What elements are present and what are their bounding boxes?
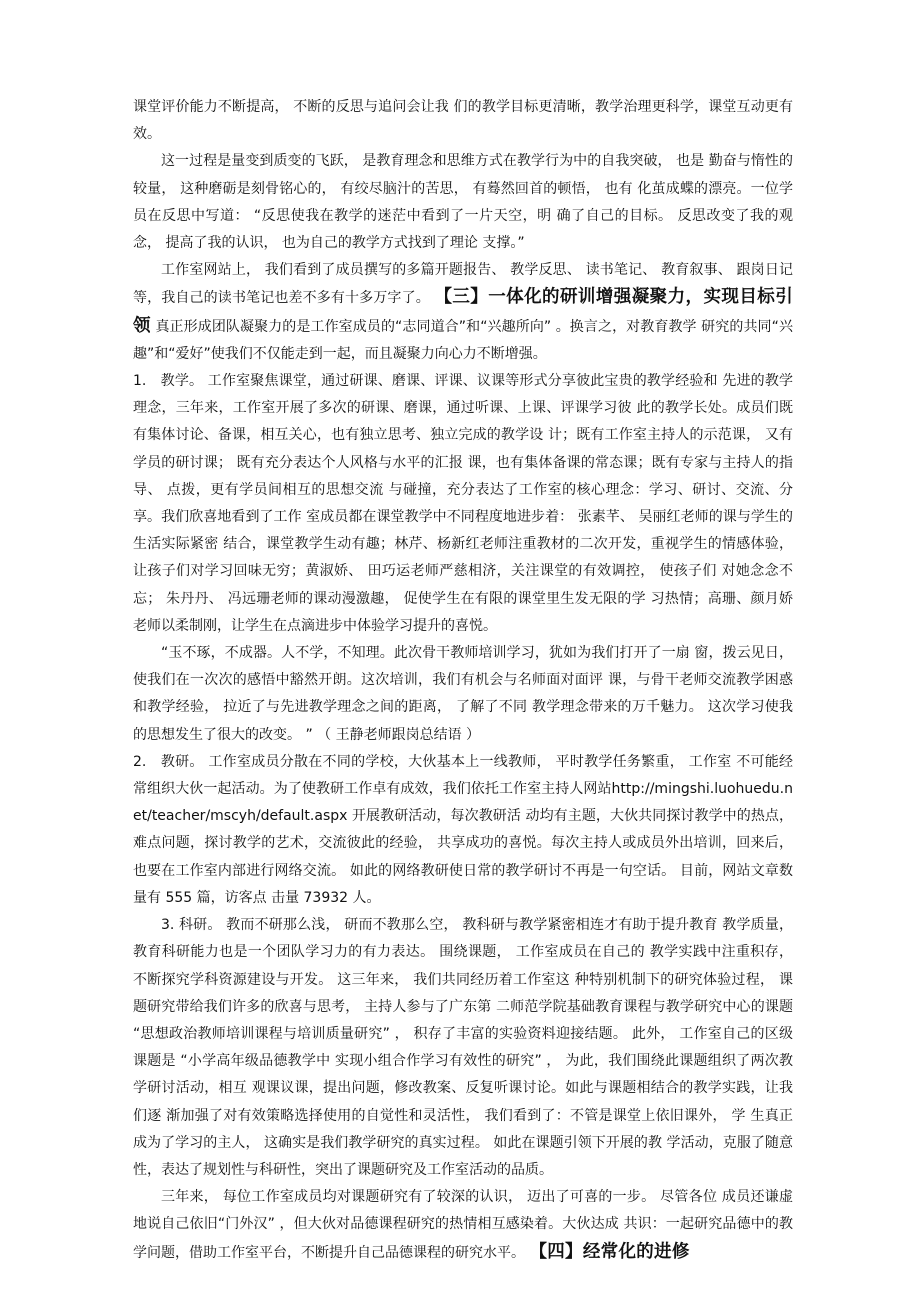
section-heading-3: 【三】一体化的研训增强凝聚力，实现目标引领 — [133, 287, 794, 336]
paragraph-3 — [133, 257, 793, 368]
paragraph-three-years-text: 三年来， 每位工作室成员均对课题研究有了较深的认识， 迈出了可喜的一步。 尽管各位 成员还谦虚地说自己依旧“门外汉” ，但大伙对品德课程研究的热情相互感染着。大伙达成 共识：一起研究品德中的教学问题，借助工作室平台，不断提升自己品德课程的研究水平。 — [133, 1189, 793, 1261]
website-url: http://mingshi.luohuedu.net/teacher/mscyh/default.aspx — [133, 781, 793, 825]
paragraph-three-years — [133, 1184, 793, 1267]
paragraph-3-after-text: 真正形成团队凝聚力的是工作室成员的“志同道合”和“兴趣所向” 。换言之，对教育教学 研究的共同“兴趣”和“爱好”使我们不仅能走到一起，而且凝聚力向心力不断增强。 — [133, 318, 793, 362]
paragraph-science-research: 3. 科研。 教而不研那么浅， 研而不教那么空， 教科研与教学紧密相连才有助于提升教育 教学质量， 教育科研能力也是一个团队学习力的有力表达。 围绕课题， 工作室成员在自己的 教学实践中注重积存， 不断探究学科资源建设与开发。 这三年来， 我们共同经历着工作室这 种特别机制下的研究体验过程， 课题研究带给我们许多的欣喜与思考， 主持人参与了广东第 二师范学院基础教育课程与教学研究中心的课题 “思想政治教师培训课程与培训质量研究” ， 积存了丰富的实验资料迎接结题。 此外， 工作室自己的区级课题是 “小学高年级品德教学中 实现小组合作学习有效性的研究” ， 为此，我们围绕此课题组织了两次教学研讨活动，相互 观课议课，提出问题，修改教案、反复听课讨论。如此与课题相结合的教学实践，让我们逐 渐加强了对有效策略选择使用的自觉性和灵活性， 我们看到了：不管是课堂上依旧课外， 学 生真正成为了学习的主人， 这确实是我们教学研究的真实过程。 如此在课题引领下开展的教 学活动，克服了随意性，表达了规划性与科研性，突出了课题研究及工作室活动的品质。 — [133, 917, 793, 1178]
paragraph-teaching: 1. 教学。 工作室聚焦课堂，通过研课、磨课、评课、议课等形式分享彼此宝贵的教学经验和 先进的教学理念，三年来，工作室开展了多次的研课、磨课，通过听课、上课、评课学习彼 此的教学长处。成员们既有集体讨论、备课，相互关心，也有独立思考、独立完成的教学设 计；既有工作室主持人的示范课， 又有学员的研讨课； 既有充分表达个人风格与水平的汇报 课，也有集体备课的常态课；既有专家与主持人的指导、 点拨，更有学员间相互的思想交流 与碰撞，充分表达了工作室的核心理念：学习、研讨、交流、分享。我们欣喜地看到了工作 室成员都在课堂教学中不同程度地进步着： 张素芊、 吴丽红老师的课与学生的生活实际紧密 结合，课堂教学生动有趣；林芹、杨新红老师注重教材的二次开发，重视学生的情感体验， 让孩子们对学习回味无穷；黄淑娇、 田巧运老师严慈相济，关注课堂的有效调控， 使孩子们 对她念念不忘； 朱丹丹、 冯远珊老师的课动漫激趣， 促使学生在有限的课堂里生发无限的学 习热情；高珊、颜月娇老师以柔制刚，让学生在点滴进步中体验学习提升的喜悦。 — [133, 373, 793, 634]
paragraph-research-text-b: 开展教研活动，每次教研活 动均有主题，大伙共同探讨教学中的热点，难点问题，探讨教学的艺术，交流彼此的经验， 共享成功的喜悦。每次主持人或成员外出培训，回来后，也要在工作室内部进行网络交流。 如此的网络教研使日常的教学研讨不再是一句空话。 目前，网站文章数量有 555 篇，访客点 击量 73932 人。 — [133, 808, 793, 906]
paragraph-3-text: 工作室网站上， 我们看到了成员撰写的多篇开题报告、 教学反思、 读书笔记、 教育叙事、 跟岗日记等，我自己的读书笔记也差不多有十多万字了。 — [133, 262, 793, 307]
section-heading-4: 【四】经常化的进修 — [529, 1241, 690, 1262]
paragraph-quote: “玉不琢，不成器。人不学，不知理。此次骨干教师培训学习，犹如为我们打开了一扇 窗，拨云见日， 使我们在一次次的感悟中豁然开朗。这次培训，我们有机会与名师面对面评 课，与骨干老师交流教学困惑和教学经验， 拉近了与先进教学理念之间的距离， 了解了不同 教学理念带来的万千魅力。 这次学习使我的思想发生了很大的改变。 ” （ 王静老师跟岗总结语 ） — [133, 645, 793, 743]
paragraph-research-text-a: 2. 教研。 工作室成员分散在不同的学校，大伙基本上一线教师， 平时教学任务繁重， 工作室 不可能经常组织大伙一起活动。为了使教研工作卓有成效，我们依托工作室主持人网站 — [133, 753, 793, 798]
paragraph-2: 这一过程是量变到质变的飞跃， 是教育理念和思维方式在教学行为中的自我突破， 也是 勤奋与惰性的较量， 这种磨砺是刻骨铭心的， 有绞尽脑汁的苦思， 有蓦然回首的顿悟， 也有 化茧成蝶的漂亮。一位学员在反思中写道： “反思使我在教学的迷茫中看到了一片天空，明 确了自己的目标。 反思改变了我的观念， 提高了我的认识， 也为自己的教学方式找到了理论 支撑。” — [133, 153, 793, 252]
document-body — [133, 94, 793, 1267]
paragraph-1: 课堂评价能力不断提高， 不断的反思与追问会让我 们的教学目标更清晰，教学治理更科学，课堂互动更有效。 — [133, 99, 793, 143]
paragraph-research — [133, 749, 793, 912]
